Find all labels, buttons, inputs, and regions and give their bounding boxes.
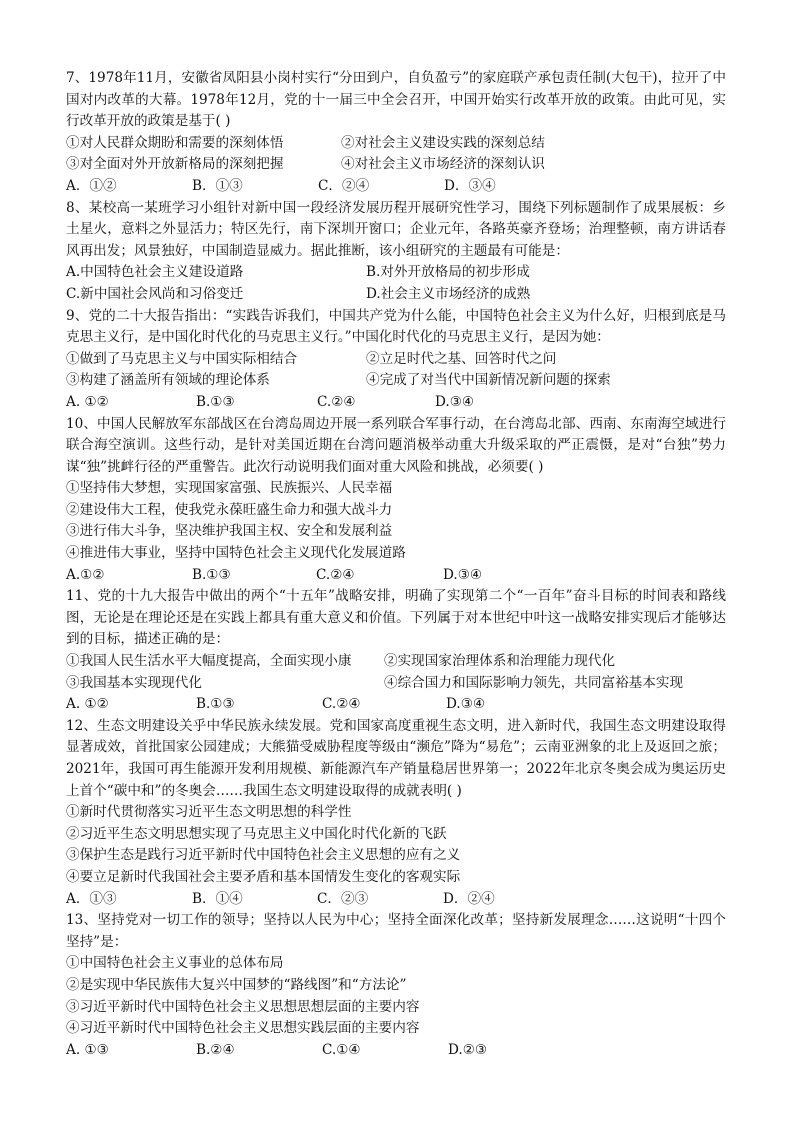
statement-item: ④要立足新时代我国社会主要矛盾和基本国情发生变化的客观实际 [66,868,461,885]
option-d[interactable]: D.社会主义市场经济的成熟 [366,285,531,302]
statement-item: ②是实现中华民族伟大复兴中国梦的“路线图”和“方法论” [66,976,407,993]
statement-item: ④习近平新时代中国特色社会主义思想实践层面的主要内容 [66,1020,420,1037]
statement-item: ④推进伟大事业，坚持中国特色社会主义现代化发展道路 [66,545,406,562]
statement-item: ②习近平生态文明思想实现了马克思主义中国化时代化新的飞跃 [66,825,447,842]
option-c[interactable]: C.②④ [316,566,355,583]
question-stem: 7、1978年11月，安徽省凤阳县小岗村实行“分田到户，自负盈亏”的家庭联产承包责任制(大包干)，拉开了中国对内改革的大幕。1978年12月，党的十一届三中全会召开，中国开始实行改革开放的政策。由此可见，实行改革开放的政策是基于( ) [66,70,726,130]
question-stem: 13、坚持党对一切工作的领导；坚持以人民为中心；坚持全面深化改革；坚持新发展理念……这说明“十四个坚持”是： [66,912,726,950]
question-stem: 11、党的十九大报告中做出的两个“十五年”战略安排，明确了实现第二个“一百年”奋斗目标的时间表和路线图，无论是在理论还是在实践上都具有重大意义和价值。下列属于对本世纪中叶这一战略安排实现后才能够达到的目标，描述正确的是： [66,588,726,648]
question-stem: 8、某校高一某班学习小组针对新中国一段经济发展历程开展研究性学习，围绕下列标题制作了成果展板：乡土星火，意料之外显活力；特区先行，南下深圳开窗口；企业元年，各路英豪齐登场；治理整顿，南方讲话春风再出发；风景独好，中国制造显威力。据此推断，该小组研究的主题最有可能是： [66,199,726,259]
option-b[interactable]: B．①③ [192,177,243,194]
statement-item: ③对全面对外开放新格局的深刻把握 [66,156,284,173]
option-a[interactable]: A. ①③ [66,1041,109,1058]
question-9 [66,306,726,414]
statement-item: ①我国人民生活水平大幅度提高，全面实现小康 [66,653,352,670]
question-12 [66,716,726,910]
answer-options [66,1040,726,1062]
statement-item: ③保护生态是践行习近平新时代中国特色社会主义思想的应有之义 [66,847,461,864]
option-b[interactable]: B.①③ [192,566,231,583]
question-10 [66,414,726,587]
option-b[interactable]: B.②④ [196,1041,235,1058]
statement-item: ④完成了对当代中国新情况新问题的探索 [366,372,611,389]
statement-item: ①中国特色社会主义事业的总体布局 [66,955,284,972]
option-c[interactable]: C.②④ [317,393,356,410]
exam-page [66,68,726,1061]
statement-item: ②立足时代之基、回答时代之问 [366,350,557,367]
statement-item: ④对社会主义市场经济的深刻认识 [341,156,545,173]
statement-item: ①坚持伟大梦想，实现国家富强、民族振兴、人民幸福 [66,480,393,497]
option-a[interactable]: A.中国特色社会主义建设道路 [66,264,244,281]
statement-item: ①对人民群众期盼和需要的深刻体悟 [66,134,284,151]
option-b[interactable]: B.对外开放格局的初步形成 [366,264,530,281]
option-d[interactable]: D．③④ [444,177,496,194]
question-stem: 10、中国人民解放军东部战区在台湾岛周边开展一系列联合军事行动，在台湾岛北部、西南、东南海空域进行联合海空演训。这些行动，是针对美国近期在台湾问题消极举动重大升级采取的严正震慑，是对“台独”势力谋“独”挑衅行径的严重警告。此次行动说明我们面对重大风险和挑战，必须要( ) [66,415,726,475]
option-a[interactable]: A．①③ [66,890,117,907]
statement-item: ③进行伟大斗争，坚决维护我国主权、安全和发展利益 [66,523,393,540]
question-11 [66,586,726,716]
option-d[interactable]: D.③④ [443,566,483,583]
question-8 [66,198,726,306]
answer-options [66,889,726,911]
statement-item: ①做到了马克思主义与中国实际相结合 [66,350,298,367]
option-c[interactable]: C.①④ [322,1041,361,1058]
statement-item: ①新时代贯彻落实习近平生态文明思想的科学性 [66,804,352,821]
question-stem: 9、党的二十大报告指出：“实践告诉我们，中国共产党为什么能，中国特色社会主义为什么好，归根到底是马克思主义行，是中国化时代化的马克思主义行。”中国化时代化的马克思主义行，是因为她： [66,307,726,346]
option-a[interactable]: A．①② [66,177,117,194]
answer-options [66,392,726,414]
answer-options [66,176,726,198]
answer-options [66,565,726,587]
statement-item: ③构建了涵盖所有领域的理论体系 [66,372,270,389]
question-stem: 12、生态文明建设关乎中华民族永续发展。党和国家高度重视生态文明，进入新时代，我国生态文明建设取得显著成效，首批国家公园建成；大熊猫受威胁程度等级由“濒危”降为“易危”；云南亚洲象的北上及返回之旅；2021年，我国可再生能源开发利用规模、新能源汽车产销量稳居世界第一；2022年北京冬奥会成为奥运历史上首个“碳中和”的冬奥会……我国生态文明建设取得的成就表明( ) [66,717,726,799]
question-13 [66,910,726,1061]
statement-item: ③我国基本实现现代化 [66,674,202,691]
statement-item: ②对社会主义建设实践的深刻总结 [341,134,545,151]
statement-item: ③习近平新时代中国特色社会主义思想思想层面的主要内容 [66,998,420,1015]
option-b[interactable]: B.①③ [196,393,235,410]
option-c[interactable]: C．②③ [317,890,369,907]
statement-item: ④综合国力和国际影响力领先，共同富裕基本实现 [384,674,684,691]
option-a[interactable]: A. ①② [66,393,109,410]
option-c[interactable]: C.新中国社会风尚和习俗变迁 [66,285,244,302]
option-d[interactable]: D.③④ [435,393,475,410]
statement-item: ②建设伟大工程，使我党永葆旺盛生命力和强大战斗力 [66,501,393,518]
statement-item: ②实现国家治理体系和治理能力现代化 [384,653,616,670]
option-d[interactable]: D.②③ [448,1041,488,1058]
option-d[interactable]: D．②④ [443,890,495,907]
option-c[interactable]: C．②④ [318,177,370,194]
option-d[interactable]: D.③④ [446,696,486,713]
option-a[interactable]: A. ①② [66,696,109,713]
option-b[interactable]: B.①③ [196,696,235,713]
option-b[interactable]: B．①④ [192,890,243,907]
question-7 [66,68,726,198]
answer-options [66,694,726,716]
option-c[interactable]: C.②④ [322,696,361,713]
option-a[interactable]: A.①② [66,566,105,583]
